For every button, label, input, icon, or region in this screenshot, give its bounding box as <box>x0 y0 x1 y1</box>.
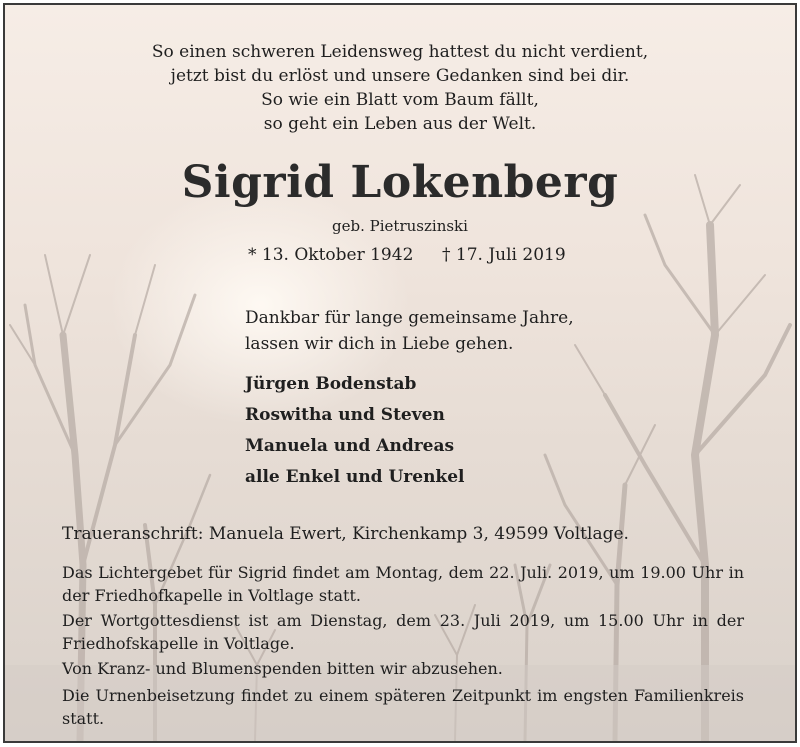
death-date: † 17. Juli 2019 <box>442 245 566 265</box>
deceased-name: Sigrid Lokenberg <box>181 157 619 208</box>
birth-date: * 13. Oktober 1942 <box>248 245 414 265</box>
info-paragraph: Das Lichtergebet für Sigrid findet am Montag, dem 22. Juli. 2019, um 19.00 Uhr in der Friedhofkapelle in Voltlage statt. <box>62 563 744 605</box>
info-paragraph: Von Kranz- und Blumenspenden bitten wir abzusehen. <box>62 659 503 678</box>
poem <box>5 40 795 136</box>
maiden-name: geb. Pietruszinski <box>332 217 468 235</box>
poem-line: jetzt bist du erlöst und unsere Gedanken sind bei dir. <box>170 66 630 86</box>
poem-line: so geht ein Leben aus der Welt. <box>263 114 537 134</box>
mourner: Jürgen Bodenstab <box>245 374 417 394</box>
mourner: alle Enkel und Urenkel <box>245 467 465 487</box>
info-paragraph: Die Urnenbeisetzung findet zu einem späteren Zeitpunkt im engsten Familienkreis statt. <box>62 686 744 728</box>
info-paragraph: Der Wortgottesdienst ist am Dienstag, dem 23. Juli 2019, um 15.00 Uhr in der Friedhofskapelle in Voltlage. <box>62 611 744 653</box>
mourner: Manuela und Andreas <box>245 436 455 456</box>
thanks-line: lassen wir dich in Liebe gehen. <box>245 334 514 354</box>
mourning-address: Traueranschrift: Manuela Ewert, Kirchenkamp 3, 49599 Voltlage. <box>62 524 629 544</box>
poem-line: So einen schweren Leidensweg hattest du nicht verdient, <box>151 42 649 62</box>
mourners-list <box>245 369 465 493</box>
thanks-text <box>245 305 574 357</box>
thanks-line: Dankbar für lange gemeinsame Jahre, <box>245 308 574 328</box>
mourner: Roswitha und Steven <box>245 405 445 425</box>
poem-line: So wie ein Blatt vom Baum fällt, <box>261 90 539 110</box>
obituary-notice <box>3 3 797 743</box>
